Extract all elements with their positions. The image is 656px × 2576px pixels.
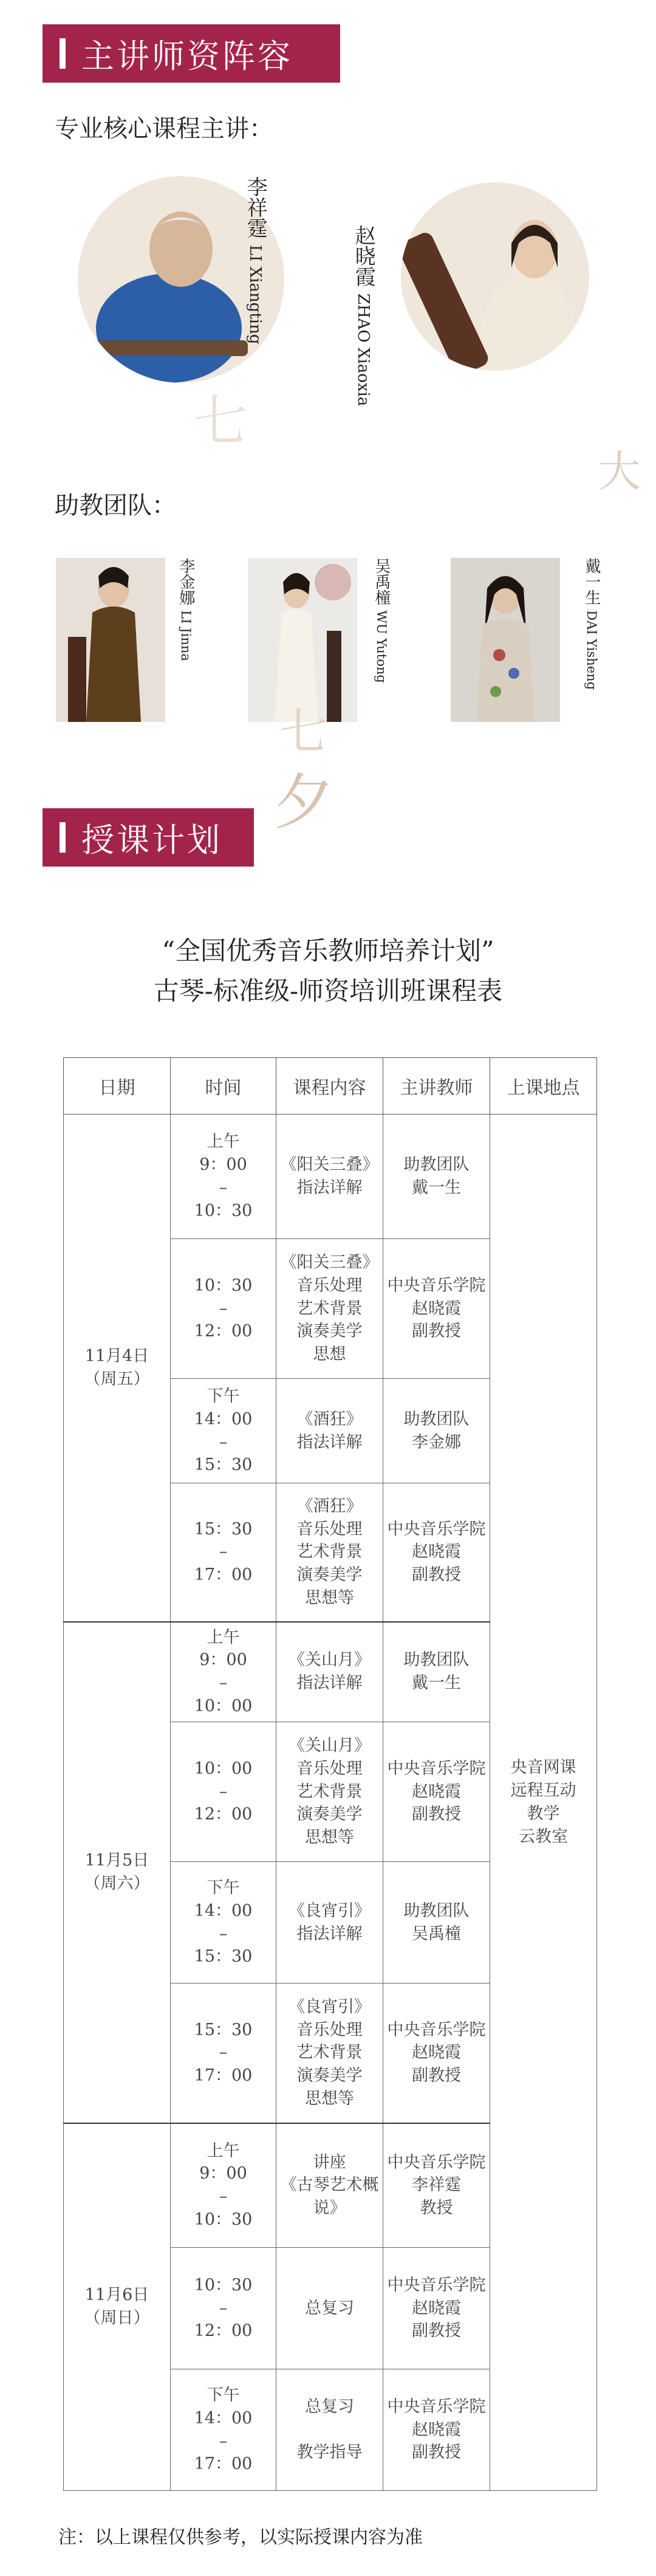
teacher-cell: 中央音乐学院 赵晓霞 副教授 <box>383 2248 490 2369</box>
header-time: 时间 <box>171 1058 276 1115</box>
teacher-name-cn: 赵晓霞 <box>351 225 376 287</box>
content-cell: 《酒狂》 音乐处理 艺术背景 演奏美学 思想等 <box>276 1483 383 1622</box>
content-cell: 《阳关三叠》 音乐处理 艺术背景 演奏美学 思想 <box>276 1239 383 1379</box>
assistant-name-wu <box>372 558 390 683</box>
section-banner-faculty <box>43 24 340 83</box>
header-location: 上课地点 <box>490 1058 597 1115</box>
assistant-name-cn: 李金娜 <box>176 558 195 605</box>
footnote: 注：以上课程仅供参考，以实际授课内容为准 <box>58 2527 423 2548</box>
section-title-faculty: 主讲师资阵容 <box>81 36 293 75</box>
assistant-name-en: LI Jinna <box>178 610 193 661</box>
section-banner-plan <box>43 808 254 867</box>
assistant-name-cn: 戴一生 <box>582 558 601 605</box>
time-cell: 15：30 – 17：00 <box>171 1984 276 2123</box>
teacher-cell: 助教团队 吴禹橦 <box>383 1862 490 1984</box>
assistant-name-li <box>176 558 194 661</box>
table-header-row <box>64 1058 597 1115</box>
teacher-name-en: LI Xiangting <box>246 244 265 345</box>
time-cell: 10：30 – 12：00 <box>171 1239 276 1379</box>
time-cell: 10：00 – 12：00 <box>171 1722 276 1862</box>
time-cell: 10：30 – 12：00 <box>171 2248 276 2369</box>
time-cell: 上午 9：00 – 10：00 <box>171 1622 276 1722</box>
teacher-cell: 中央音乐学院 赵晓霞 副教授 <box>383 1984 490 2123</box>
teacher-name-cn: 李祥霆 <box>243 176 268 238</box>
assistant-photo-li-jinna <box>56 558 165 722</box>
teacher-name-li <box>243 176 267 344</box>
header-teacher: 主讲教师 <box>383 1058 490 1115</box>
teacher-cell: 中央音乐学院 赵晓霞 副教授 <box>383 1722 490 1862</box>
teacher-name-en: ZHAO Xiaoxia <box>354 293 373 407</box>
teacher-cell: 助教团队 戴一生 <box>383 1115 490 1239</box>
teacher-cell: 中央音乐学院 李祥霆 教授 <box>383 2123 490 2248</box>
schedule-title-line2: 古琴-标准级-师资培训班课程表 <box>153 976 503 1006</box>
date-cell: 11月5日 （周六） <box>64 1622 171 2123</box>
time-cell: 上午 9：00 – 10：30 <box>171 1115 276 1239</box>
table-row <box>64 1115 597 1239</box>
content-cell: 《酒狂》 指法详解 <box>276 1379 383 1483</box>
teacher-name-zhao <box>351 225 375 406</box>
content-cell: 《阳关三叠》 指法详解 <box>276 1115 383 1239</box>
content-cell: 《关山月》 指法详解 <box>276 1622 383 1722</box>
content-cell: 《关山月》 音乐处理 艺术背景 演奏美学 思想等 <box>276 1722 383 1862</box>
header-date: 日期 <box>64 1058 171 1115</box>
assistant-team-label: 助教团队： <box>55 492 176 520</box>
teacher-cell: 助教团队 戴一生 <box>383 1622 490 1722</box>
time-cell: 下午 14：00 – 15：30 <box>171 1379 276 1483</box>
banner-bar <box>60 38 66 69</box>
teacher-cell: 中央音乐学院 赵晓霞 副教授 <box>383 2369 490 2491</box>
assistant-name-cn: 吴禹橦 <box>372 558 391 605</box>
content-cell: 《良宵引》 指法详解 <box>276 1862 383 1984</box>
content-cell: 总复习 教学指导 <box>276 2369 383 2491</box>
banner-bar <box>60 822 66 853</box>
header-content: 课程内容 <box>276 1058 383 1115</box>
watermark-xi: 夕 <box>273 767 334 838</box>
assistant-name-en: WU Yutong <box>374 610 389 683</box>
teacher-cell: 助教团队 李金娜 <box>383 1379 490 1483</box>
assistant-photo-dai-yisheng <box>451 558 560 722</box>
content-cell: 总复习 <box>276 2248 383 2369</box>
watermark-da: 大 <box>598 447 641 496</box>
assistant-name-dai <box>582 558 600 690</box>
schedule-table <box>63 1057 597 2491</box>
time-cell: 15：30 – 17：00 <box>171 1483 276 1622</box>
section-title-plan: 授课计划 <box>81 820 222 859</box>
time-cell: 下午 14：00 – 17：00 <box>171 2369 276 2491</box>
assistant-name-en: DAI Yisheng <box>584 610 599 690</box>
teacher-cell: 中央音乐学院 赵晓霞 副教授 <box>383 1483 490 1622</box>
teacher-photo-zhao-xiaoxia <box>401 182 589 371</box>
core-course-label: 专业核心课程主讲： <box>55 115 273 143</box>
time-cell: 上午 9：00 – 10：30 <box>171 2123 276 2248</box>
time-cell: 下午 14：00 – 15：30 <box>171 1862 276 1984</box>
date-cell: 11月6日 （周日） <box>64 2123 171 2491</box>
content-cell: 《良宵引》 音乐处理 艺术背景 演奏美学 思想等 <box>276 1984 383 2123</box>
date-cell: 11月4日 （周五） <box>64 1115 171 1622</box>
watermark-qi-small: 七 <box>279 704 328 760</box>
watermark-qi: 七 <box>193 390 248 453</box>
teacher-cell: 中央音乐学院 赵晓霞 副教授 <box>383 1239 490 1379</box>
location-cell: 央音网课 远程互动 教学 云教室 <box>490 1115 597 2491</box>
content-cell: 讲座 《古琴艺术概 说》 <box>276 2123 383 2248</box>
schedule-title-line1: “全国优秀音乐教师培养计划” <box>162 936 494 966</box>
